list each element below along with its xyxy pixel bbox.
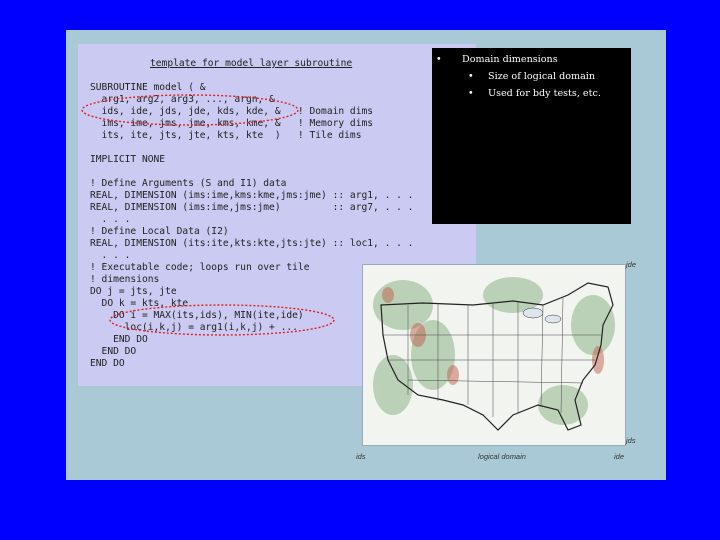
axis-label-jds: jds: [626, 436, 636, 445]
code-line: DO k = kts, kte: [90, 298, 189, 309]
code-line: DO i = MAX(its,ids), MIN(ite,ide): [90, 310, 304, 321]
code-line: ! Executable code; loops run over tile: [90, 262, 310, 273]
code-line: END DO: [90, 334, 148, 345]
code-line: loc(i,k,j) = arg1(i,k,j) + ...: [90, 322, 298, 333]
axis-label-logical-domain: logical domain: [478, 452, 526, 461]
code-line: ! Define Arguments (S and I1) data: [90, 178, 287, 189]
bullet-dot-icon: •: [468, 88, 474, 99]
code-line: ! Define Local Data (I2): [90, 226, 229, 237]
bullet-text: Used for bdy tests, etc.: [488, 88, 601, 99]
code-line: its, ite, jts, jte, kts, kte ) ! Tile dims: [90, 130, 362, 141]
code-line: arg1, arg2, arg3, ..., argn, &: [90, 94, 275, 105]
bullet-dot-icon: •: [468, 71, 474, 82]
code-line: IMPLICIT NONE: [90, 154, 166, 165]
code-line: ids, ide, jds, jde, kds, kde, & ! Domain dims: [90, 106, 374, 117]
bullet-dot-icon: •: [436, 54, 442, 65]
axis-label-ids: ids: [356, 452, 366, 461]
domain-dims-highlight-ellipse: [82, 95, 298, 125]
code-line: . . .: [90, 250, 131, 261]
code-line: SUBROUTINE model ( &: [90, 82, 206, 93]
bullet-text: Domain dimensions: [462, 54, 558, 65]
axis-label-jde: jde: [626, 260, 637, 269]
code-title: template for model layer subroutine: [150, 58, 353, 69]
code-line: . . .: [90, 214, 131, 225]
code-line: REAL, DIMENSION (its:ite,kts:kte,jts:jte) :: loc1, . . .: [90, 238, 414, 249]
bullet-text: Size of logical domain: [488, 71, 596, 82]
code-line: ims, ime, jms, jme, kms, kme, & ! Memory dims: [90, 118, 374, 129]
code-line: REAL, DIMENSION (ims:ime,kms:kme,jms:jme) :: arg1, . . .: [90, 190, 414, 201]
code-line: ! dimensions: [90, 274, 160, 285]
code-line: REAL, DIMENSION (ims:ime,jms:jme) :: arg7, . . .: [90, 202, 414, 213]
axis-label-ide: ide: [614, 452, 625, 461]
loop-bounds-highlight-ellipse: [110, 305, 334, 335]
code-line: DO j = jts, jte: [90, 286, 177, 297]
code-line: END DO: [90, 346, 137, 357]
code-line: END DO: [90, 358, 125, 369]
